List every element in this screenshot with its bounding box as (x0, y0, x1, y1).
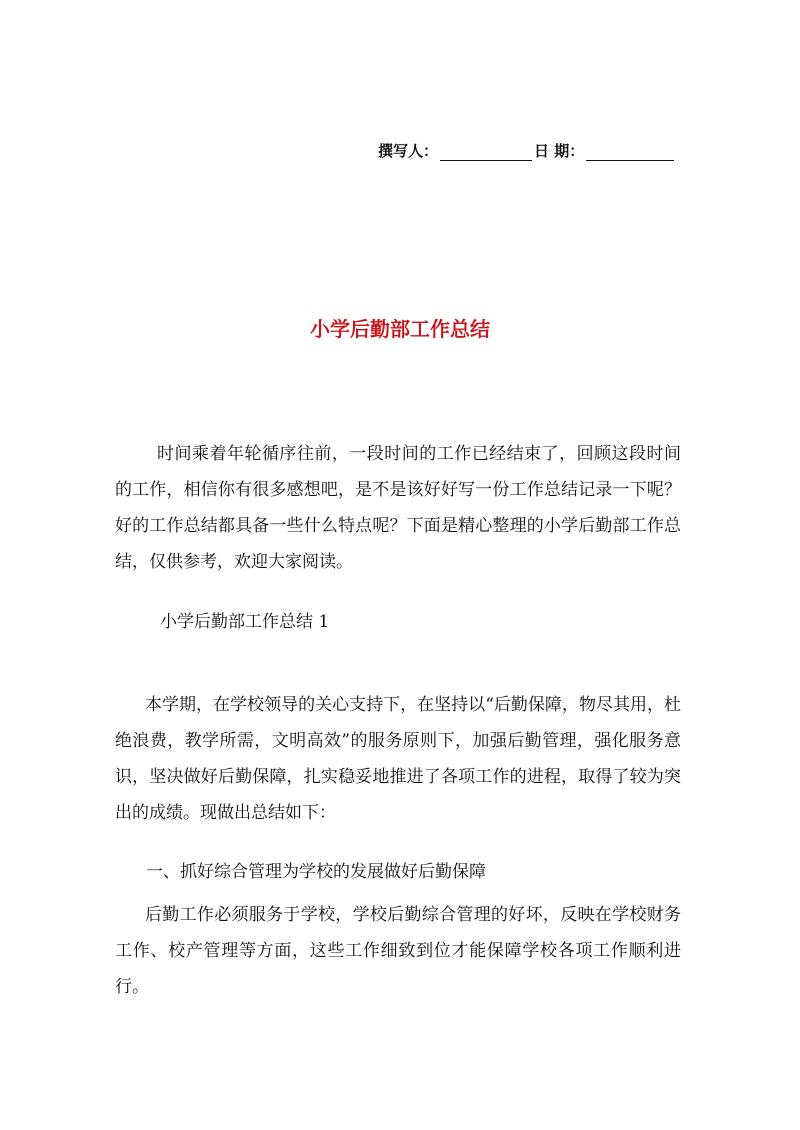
body-paragraph-1: 本学期，在学校领导的关心支持下，在坚持以“后勤保障，物尽其用，杜绝浪费，教学所需，文明高效”的服务原则下，加强后勤管理，强化服务意识，坚决做好后勤保障，扎实稳妥地推进了各项工作的进程，取得了较为突出的成绩。现做出总结如下： (115, 695, 681, 823)
date-label: 日 期： (534, 142, 585, 160)
date-blank-field[interactable] (586, 144, 674, 161)
author-blank-field[interactable] (440, 144, 532, 161)
author-date-line (378, 140, 674, 161)
author-label: 撰写人： (378, 142, 439, 160)
body-paragraph-2: 后勤工作必须服务于学校，学校后勤综合管理的好坏，反映在学校财务工作、校产管理等方面，这些工作细致到位才能保障学校各项工作顺利进行。 (115, 905, 681, 997)
intro-paragraph: 时间乘着年轮循序往前，一段时间的工作已经结束了，回顾这段时间的工作，相信你有很多感想吧，是不是该好好写一份工作总结记录一下呢？好的工作总结都具备一些什么特点呢？下面是精心整理的小学后勤部工作总结，仅供参考，欢迎大家阅读。 (115, 444, 681, 572)
section-subtitle: 小学后勤部工作总结 1 (160, 612, 330, 632)
document-title: 小学后勤部工作总结 (310, 317, 490, 341)
section-heading-1: 一、抓好综合管理为学校的发展做好后勤保障 (146, 862, 486, 882)
